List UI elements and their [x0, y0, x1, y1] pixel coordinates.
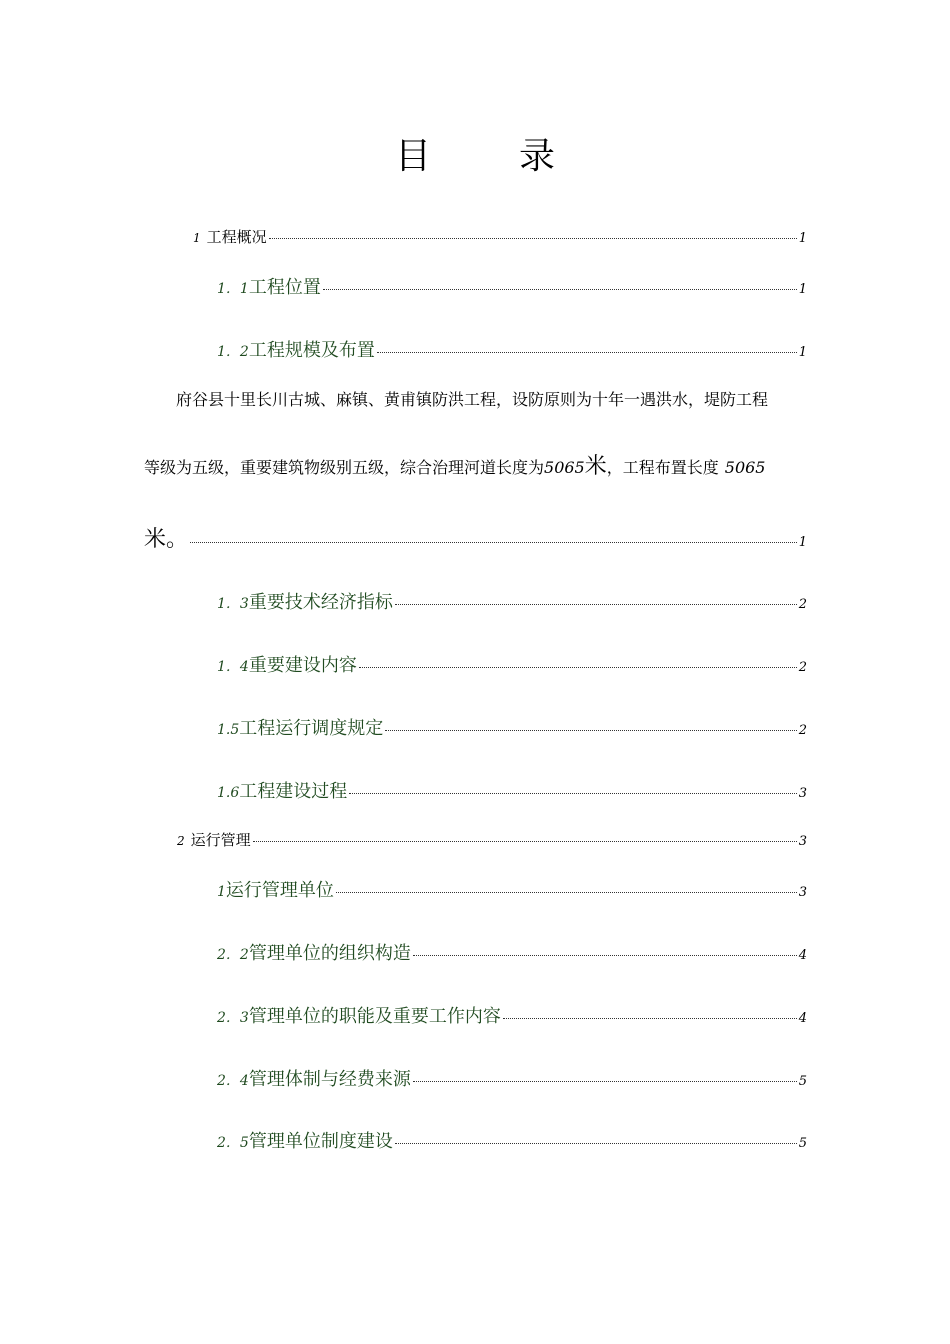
toc-entry[interactable]: [217, 714, 807, 740]
toc-leader: [359, 667, 797, 668]
toc-page: 3: [798, 786, 807, 801]
paragraph-text: 等级为五级，重要建筑物级别五级，综合治理河道长度为: [144, 458, 545, 477]
toc-number: 2．5: [217, 1135, 249, 1151]
toc-number: 1．3: [217, 596, 249, 612]
toc-number: 2: [177, 834, 185, 848]
toc-page: 5: [798, 1136, 807, 1151]
toc-number: 2．2: [217, 947, 249, 963]
toc-entry[interactable]: [217, 939, 807, 965]
toc-page: 1: [798, 282, 807, 297]
toc-page: 3: [798, 885, 807, 900]
toc-leader: [323, 289, 797, 290]
toc-page: 4: [798, 1011, 807, 1026]
toc-text: 管理单位的组织构造: [248, 943, 411, 964]
toc-page: 1: [798, 535, 807, 550]
toc-number: 1．1: [217, 281, 249, 297]
toc-text: 工程位置: [248, 277, 321, 298]
toc-page: 2: [798, 660, 807, 675]
overview-paragraph-line-2: [144, 449, 765, 480]
toc-number: 1: [193, 231, 201, 245]
toc-text: 管理单位的职能及重要工作内容: [248, 1006, 501, 1027]
toc-text: 工程运行调度规定: [239, 718, 384, 739]
toc-entry[interactable]: [144, 522, 807, 553]
toc-text: 重要技术经济指标: [248, 592, 393, 613]
toc-number: 1．2: [217, 344, 249, 360]
toc-leader: [413, 955, 797, 956]
toc-leader: [395, 1143, 797, 1144]
toc-page: 5: [798, 1074, 807, 1089]
toc-text: 工程规模及布置: [248, 340, 375, 361]
title-char-1: 目: [394, 136, 431, 177]
toc-leader: [377, 352, 797, 353]
toc-entry[interactable]: [217, 336, 807, 362]
toc-page: 4: [798, 948, 807, 963]
title-char-2: 录: [519, 136, 556, 177]
toc-number: 2．3: [217, 1010, 249, 1026]
paragraph-tail: 米。: [144, 527, 189, 552]
toc-leader: [385, 730, 796, 731]
toc-text: 运行管理: [190, 831, 251, 849]
toc-leader: [190, 542, 797, 543]
toc-page: 3: [798, 834, 807, 849]
toc-text: 工程建设过程: [239, 781, 348, 802]
toc-entry[interactable]: [217, 777, 807, 803]
toc-leader: [269, 238, 797, 239]
toc-text: 管理单位制度建设: [248, 1131, 393, 1152]
toc-entry[interactable]: [217, 876, 807, 902]
toc-entry[interactable]: [177, 829, 807, 850]
toc-entry[interactable]: [217, 651, 807, 677]
overview-paragraph-line-1: 府谷县十里长川古城、麻镇、黄甫镇防洪工程，设防原则为十年一遇洪水，堤防工程: [176, 390, 769, 409]
paragraph-unit: 米: [584, 454, 607, 479]
toc-number: 1.6: [217, 785, 240, 801]
paragraph-number: 5065: [544, 458, 585, 477]
toc-leader: [395, 604, 797, 605]
toc-page: 2: [798, 723, 807, 738]
paragraph-text: ，工程布置长度: [606, 458, 719, 477]
toc-number: 1: [217, 884, 226, 900]
toc-leader: [349, 793, 796, 794]
toc-entry[interactable]: [217, 1127, 807, 1153]
toc-text: 重要建设内容: [248, 655, 357, 676]
toc-entry[interactable]: [217, 1002, 807, 1028]
toc-leader: [253, 841, 797, 842]
toc-text: 管理体制与经费来源: [248, 1069, 411, 1090]
toc-text: 工程概况: [206, 228, 267, 246]
toc-leader: [503, 1018, 797, 1019]
toc-number: 1．4: [217, 659, 249, 675]
toc-page: 1: [798, 345, 807, 360]
toc-leader: [336, 892, 797, 893]
toc-page: 1: [798, 231, 807, 246]
toc-page: 2: [798, 597, 807, 612]
toc-entry[interactable]: [193, 226, 807, 247]
toc-text: 运行管理单位: [225, 880, 334, 901]
toc-number: 2．4: [217, 1073, 249, 1089]
toc-entry[interactable]: [217, 273, 807, 299]
toc-leader: [413, 1081, 797, 1082]
toc-entry[interactable]: [217, 1065, 807, 1091]
toc-entry[interactable]: [217, 588, 807, 614]
toc-title: [0, 128, 950, 179]
toc-number: 1.5: [217, 722, 240, 738]
paragraph-number: 5065: [724, 458, 766, 477]
